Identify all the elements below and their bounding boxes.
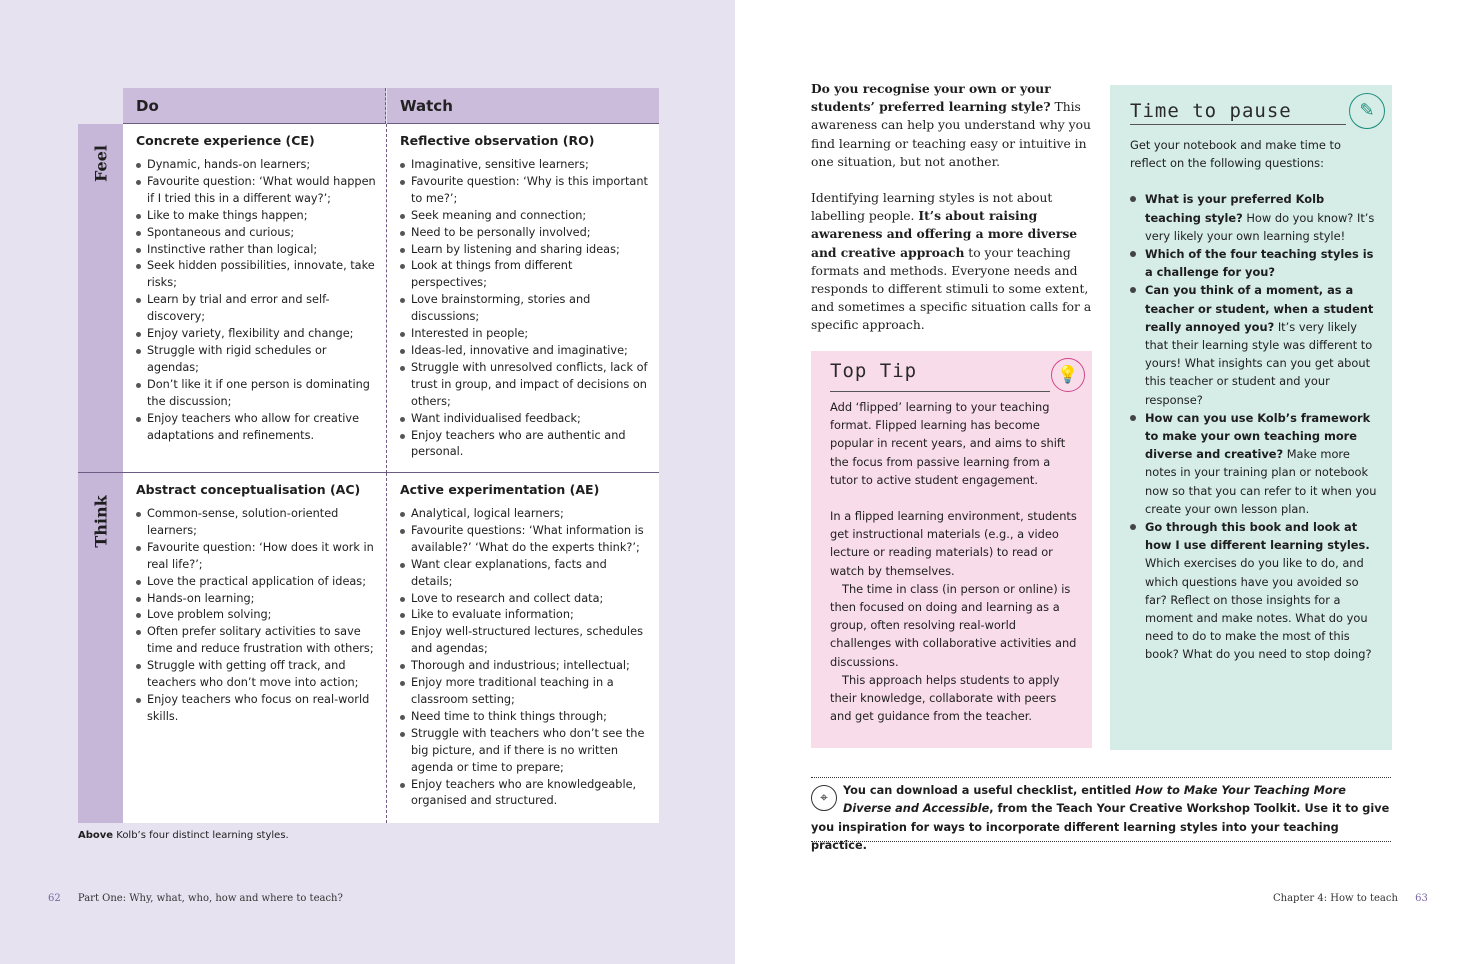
bullet-list (400, 506, 649, 810)
list-item: Favourite questions: ‘What information is available?’ ‘What do the experts think?’; (400, 523, 649, 557)
list-item: Love to research and collect data; (400, 591, 649, 608)
list-item: Seek meaning and connection; (400, 208, 649, 225)
list-item: Want clear explanations, facts and details; (400, 557, 649, 591)
download-text: You can download a useful checklist, entitled (843, 784, 1136, 797)
list-item: Enjoy teachers who allow for creative adaptations and refinements. (136, 411, 376, 445)
bullet-list (400, 157, 649, 461)
list-item: Need to be personally involved; (400, 225, 649, 242)
right-folio (1273, 893, 1428, 904)
bullet-list (136, 506, 376, 726)
column-header-do: Do (123, 88, 386, 124)
list-item: Hands-on learning; (136, 591, 376, 608)
cell-title: Abstract conceptualisation (AC) (136, 482, 361, 497)
pause-question-rest: It’s very likely that their learning style was different to yours! What insights can you get about this teacher or student and your response? (1145, 319, 1373, 407)
kolb-learning-styles-table (78, 88, 659, 823)
pause-question-bold: Go through this book and look at how I use different learning styles. (1145, 520, 1370, 553)
intro-text-run: This awareness can help you understand why you find learning or teaching easy or intuitive in one situation, but not another. (811, 100, 1091, 169)
caption-lead: Above (78, 830, 114, 841)
download-text: , from the Teach Your Creative Workshop Toolkit. Use it to give you inspiration for ways to incorporate different learning styles into your teaching practice. (811, 802, 1390, 853)
intro-text-run: Identifying learning styles is not about labelling people. (811, 191, 1053, 224)
list-item: Struggle with getting off track, and teachers who don’t move into action; (136, 658, 376, 692)
pause-question-rest: Which exercises do you like to do, and which questions have you avoided so far? Reflect on those insights for a moment and make notes. What do you need to do to make the most of this book? What do you need to stop doing? (1145, 556, 1372, 662)
cell-title: Reflective observation (RO) (400, 133, 595, 148)
lightbulb-icon: 💡 (1051, 358, 1085, 392)
pause-question (1130, 190, 1378, 245)
cell-abstract-conceptualisation (123, 473, 387, 823)
pause-question-bold: What is your preferred Kolb teaching style? (1145, 192, 1325, 225)
intro-emphasis: It’s about raising awareness and offering a more diverse and creative approach (811, 208, 1078, 260)
tip-paragraph: This approach helps students to apply their knowledge, collaborate with peers and get guidance from the teacher. (830, 672, 1060, 724)
list-item: Enjoy variety, flexibility and change; (136, 326, 376, 343)
download-note (811, 777, 1391, 853)
intro-paragraph (811, 189, 1096, 335)
pause-question (1130, 518, 1378, 664)
tip-paragraph: Add ‘flipped’ learning to your teaching format. Flipped learning has become popular in recent years, and aims to shift the focus from passive learning from a tutor to active student engagement. (830, 400, 1066, 487)
page-number: 62 (48, 893, 61, 904)
pause-question-list (1130, 190, 1378, 663)
pause-question (1130, 281, 1378, 408)
left-folio (48, 893, 343, 904)
pause-question (1130, 245, 1378, 281)
bullet-list (136, 157, 376, 444)
list-item: Common-sense, solution-oriented learners; (136, 506, 376, 540)
list-item: Favourite question: ‘How does it work in real life?’; (136, 540, 376, 574)
pause-lead: Get your notebook and make time to reflect on the following questions: (1130, 138, 1341, 171)
page-number: 63 (1415, 893, 1428, 904)
pause-question-bold: Which of the four teaching styles is a challenge for you? (1145, 247, 1374, 280)
list-item: Enjoy more traditional teaching in a classroom setting; (400, 675, 649, 709)
list-item: Love problem solving; (136, 607, 376, 624)
cell-concrete-experience (123, 124, 387, 473)
list-item: Need time to think things through; (400, 709, 649, 726)
intro-text (811, 80, 1096, 353)
row-header-think (78, 473, 123, 823)
list-item: Spontaneous and curious; (136, 225, 376, 242)
list-item: Learn by listening and sharing ideas; (400, 242, 649, 259)
list-item: Favourite question: ‘Why is this important to me?’; (400, 174, 649, 208)
list-item: Interested in people; (400, 326, 649, 343)
running-head: Chapter 4: How to teach (1273, 893, 1398, 904)
cell-title: Active experimentation (AE) (400, 482, 600, 497)
list-item: Enjoy teachers who focus on real-world skills. (136, 692, 376, 726)
cell-reflective-observation (387, 124, 659, 473)
list-item: Often prefer solitary activities to save time and reduce frustration with others; (136, 624, 376, 658)
column-header-watch: Watch (387, 88, 659, 124)
pause-question-bold: How can you use Kolb’s framework to make your own teaching more diverse and creative? (1145, 410, 1371, 462)
pause-question-rest: Make more notes in your training plan or notebook now so that you can refer to it when you create your own lesson plan. (1145, 447, 1377, 516)
pause-question (1130, 409, 1378, 518)
pause-question-rest: How do you know? It’s very likely your own learning style! (1145, 210, 1375, 243)
time-to-pause-box (1110, 85, 1392, 750)
cell-title: Concrete experience (CE) (136, 133, 315, 148)
list-item: Favourite question: ‘What would happen if I tried this in a different way?’; (136, 174, 376, 208)
time-to-pause-title: Time to pause (1130, 85, 1346, 125)
list-item: Look at things from different perspectives; (400, 258, 649, 292)
list-item: Enjoy well-structured lectures, schedules and agendas; (400, 624, 649, 658)
list-item: Learn by trial and error and self-discovery; (136, 292, 376, 326)
cursor-click-icon: ⌖ (811, 785, 837, 811)
list-item: Imaginative, sensitive learners; (400, 157, 649, 174)
cell-active-experimentation (387, 473, 659, 823)
list-item: Dynamic, hands-on learners; (136, 157, 376, 174)
running-head: Part One: Why, what, who, how and where to teach? (77, 893, 343, 904)
intro-paragraph (811, 80, 1096, 171)
pause-question-bold: Can you think of a moment, as a teacher or student, when a student really annoyed you? (1145, 283, 1374, 334)
intro-emphasis: Do you recognise your own or your students’ preferred learning style? (811, 81, 1051, 115)
list-item: Like to make things happen; (136, 208, 376, 225)
list-item: Analytical, logical learners; (400, 506, 649, 523)
list-item: Instinctive rather than logical; (136, 242, 376, 259)
top-tip-title: Top Tip (830, 351, 1050, 392)
right-page (735, 0, 1470, 964)
list-item: Enjoy teachers who are knowledgeable, organised and structured. (400, 777, 649, 811)
caption-text: Kolb’s four distinct learning styles. (113, 830, 289, 841)
top-tip-box (811, 351, 1092, 748)
row-label-feel: Feel (91, 145, 110, 182)
pen-icon: ✎ (1349, 93, 1385, 129)
tip-paragraph: In a flipped learning environment, students get instructional materials (e.g., a video lecture or reading materials) to read or watch by themselves. (830, 509, 1077, 578)
top-tip-body (830, 398, 1078, 725)
intro-text-run: to your teaching formats and methods. Everyone needs and responds to different stimuli to some extent, and sometimes a specific situation calls for a specific approach. (811, 245, 1092, 333)
list-item: Want individualised feedback; (400, 411, 649, 428)
row-header-feel (78, 124, 123, 473)
list-item: Love brainstorming, stories and discussions; (400, 292, 649, 326)
table-caption (78, 830, 289, 841)
list-item: Thorough and industrious; intellectual; (400, 658, 649, 675)
list-item: Struggle with unresolved conflicts, lack of trust in group, and impact of decisions on others; (400, 360, 649, 411)
download-checklist-title[interactable]: How to Make Your Teaching More Diverse and Accessible (843, 784, 1346, 816)
list-item: Seek hidden possibilities, innovate, take risks; (136, 258, 376, 292)
list-item: Struggle with teachers who don’t see the big picture, and if there is no written agenda or time to prepare; (400, 726, 649, 777)
tip-paragraph: The time in class (in person or online) is then focused on doing and learning as a group, often resolving real-world challenges with collaborative activities and discussions. (830, 581, 1077, 669)
list-item: Ideas-led, innovative and imaginative; (400, 343, 649, 360)
row-label-think: Think (91, 495, 110, 548)
list-item: Don’t like it if one person is dominating the discussion; (136, 377, 376, 411)
list-item: Struggle with rigid schedules or agendas; (136, 343, 376, 377)
list-item: Love the practical application of ideas; (136, 574, 376, 591)
list-item: Like to evaluate information; (400, 607, 649, 624)
list-item: Enjoy teachers who are authentic and personal. (400, 428, 649, 462)
